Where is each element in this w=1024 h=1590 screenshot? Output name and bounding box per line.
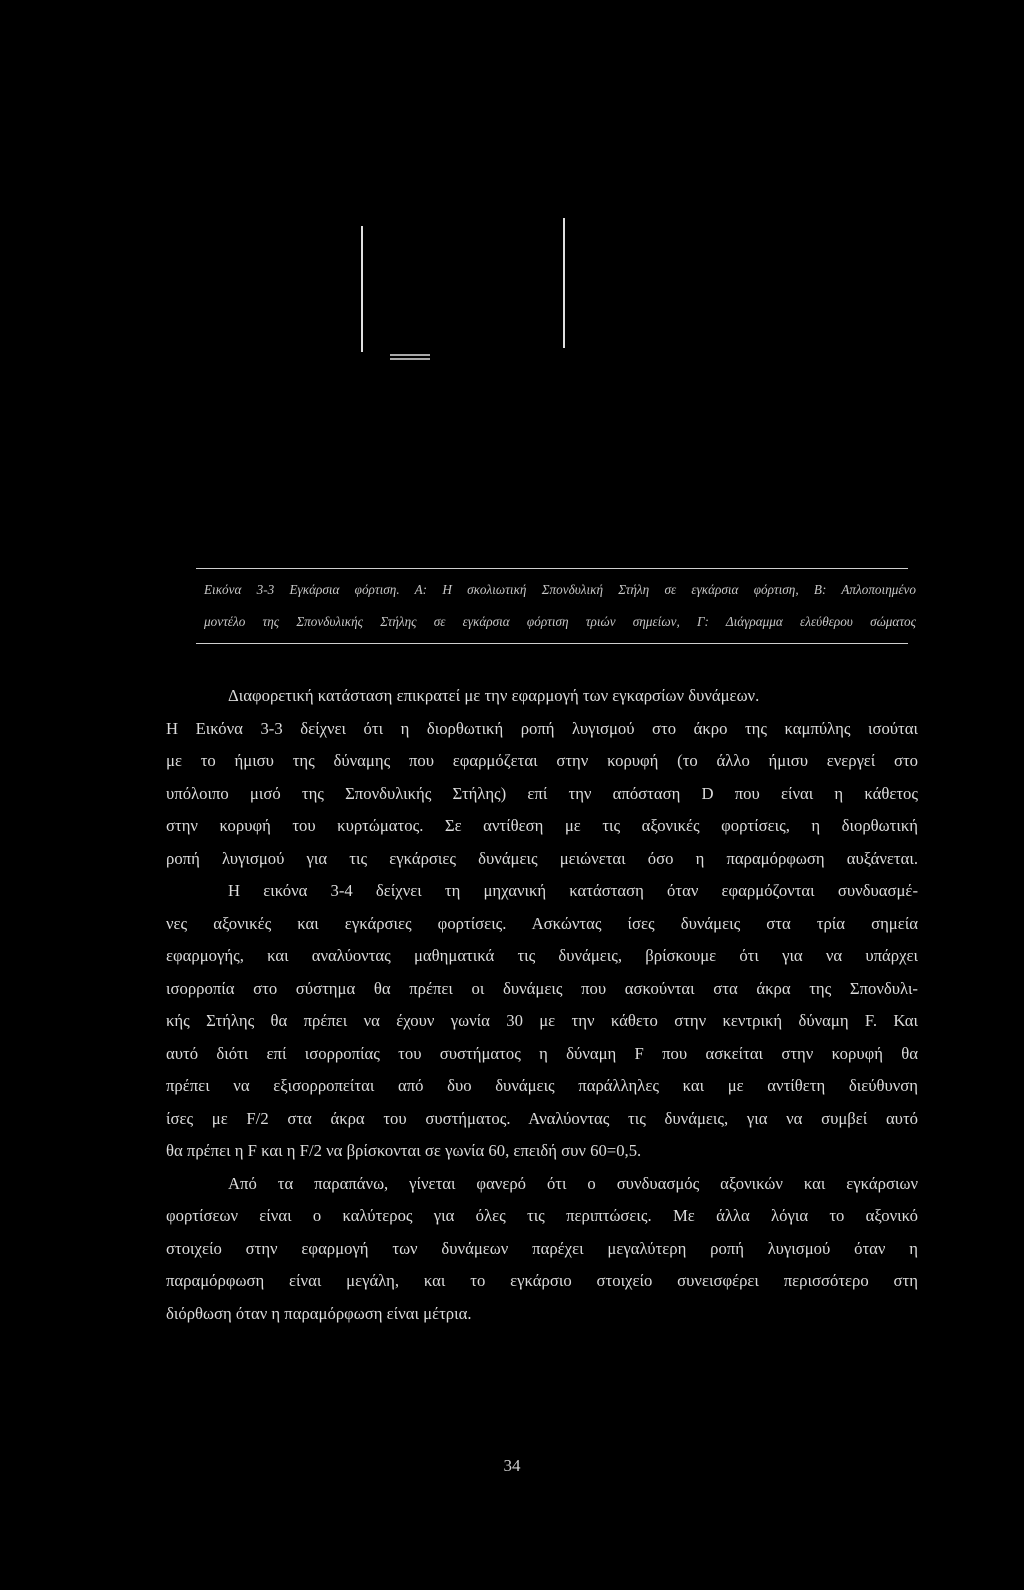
paragraph-line: θα πρέπει η F και η F/2 να βρίσκονται σε γωνία 60, επειδή συν 60=0,5.: [166, 1141, 642, 1160]
caption-top-rule: [196, 568, 908, 569]
body-text: [166, 680, 918, 1330]
paragraph-line: αυτό διότι επί ισορροπίας του συστήματος η δύναμη F που ασκείται στην κορυφή θα: [166, 1043, 918, 1063]
paragraph-line: παραμόρφωση είναι μεγάλη, και το εγκάρσιο στοιχείο συνεισφέρει περισσότερο στη: [166, 1271, 918, 1290]
paragraph-line: φορτίσεων είναι ο καλύτερος για όλες τις περιπτώσεις. Με άλλα λόγια το αξονικό: [166, 1206, 918, 1225]
paragraph-line: υπόλοιπο μισό της Σπονδυλικής Στήλης) επί την απόσταση D που είναι η κάθετος: [166, 783, 918, 803]
paragraph-line: πρέπει να εξισορροπείται από δυο δυνάμεις παράλληλες και με αντίθετη διεύθυνση: [166, 1076, 918, 1095]
paragraph-line: με το ήμισυ της δύναμης που εφαρμόζεται στην κορυφή (το άλλο ήμισυ ενεργεί στο: [166, 751, 918, 770]
paragraph-line: στην κορυφή του κυρτώματος. Σε αντίθεση με τις αξονικές φορτίσεις, η διορθωτική: [166, 816, 918, 835]
paragraph-line: εφαρμογής, και αναλύοντας μαθηματικά τις δυνάμεις, βρίσκουμε ότι για να υπάρχει: [166, 946, 918, 965]
page-number: 34: [503, 1456, 521, 1475]
paragraph-line: Από τα παραπάνω, γίνεται φανερό ότι ο συνδυασμός αξονικών και εγκάρσιων: [228, 1173, 918, 1193]
figure-3-3: [0, 0, 1024, 560]
paragraph-line: Διαφορετική κατάσταση επικρατεί με την εφαρμογή των εγκαρσίων δυνάμεων.: [228, 686, 760, 705]
paragraph-line: Η Εικόνα 3-3 δείχνει ότι η διορθωτική ροπή λυγισμού στο άκρο της καμπύλης ισούται: [166, 718, 918, 738]
paragraph-line: ισορροπία στο σύστημα θα πρέπει οι δυνάμεις που ασκούνται στα άκρα της Σπονδυλι-: [166, 978, 918, 998]
paragraph-line: νες αξονικές και εγκάρσιες φορτίσεις. Ασκώντας ίσες δυνάμεις στα τρία σημεία: [166, 913, 918, 933]
paragraph-line: ροπή λυγισμού για τις εγκάρσιες δυνάμεις μειώνεται όσο η παραμόρφωση αυξάνεται.: [166, 848, 918, 868]
figure-drawing: [0, 0, 1024, 560]
paragraph-line: στοιχείο στην εφαρμογή των δυνάμεων παρέχει μεγαλύτερη ροπή λυγισμού όταν η: [166, 1238, 918, 1258]
caption-bottom-rule: [196, 643, 908, 644]
paragraph-line: Η εικόνα 3-4 δείχνει τη μηχανική κατάσταση όταν εφαρμόζονται συνδυασμέ-: [228, 881, 918, 900]
caption-line-1: Εικόνα 3-3 Εγκάρσια φόρτιση. Α: Η σκολιωτική Σπονδυλική Στήλη σε εγκάρσια φόρτιση, Β: Απλοποιημένο: [204, 582, 916, 597]
paragraph-line: ίσες με F/2 στα άκρα του συστήματος. Αναλύοντας τις δυνάμεις, για να συμβεί αυτό: [166, 1108, 918, 1128]
paragraph-line: κής Στήλης θα πρέπει να έχουν γωνία 30 με την κάθετο στην κεντρική δύναμη F. Και: [166, 1011, 918, 1030]
paragraph-line: διόρθωση όταν η παραμόρφωση είναι μέτρια.: [166, 1303, 472, 1323]
figure-caption: [204, 574, 916, 638]
caption-line-2: μοντέλο της Σπονδυλικής Στήλης σε εγκάρσια φόρτιση τριών σημείων, Γ: Διάγραμμα ελεύθερου σώματος: [204, 614, 916, 629]
